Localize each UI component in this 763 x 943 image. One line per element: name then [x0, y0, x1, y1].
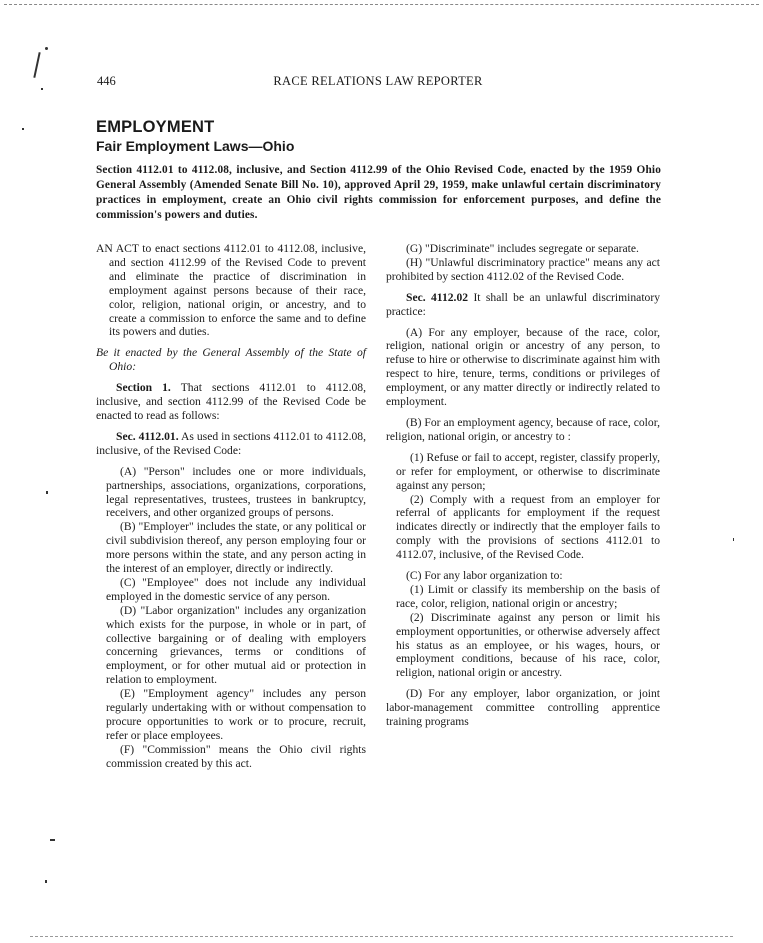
paragraph-c: (C) For any labor organization to: — [406, 569, 563, 583]
definition-h: (H) "Unlawful discriminatory practice" means any act prohibited by section 4112.02 of the Revised Code. — [386, 255, 660, 283]
section-1-text: That sections 4112.01 to 4112.08, inclusive, and section 4112.99 of the Revised Code be enacted to read as follows: — [96, 381, 366, 422]
paragraph-d: (D) For any employer, labor organization, or joint labor-management committee controlling apprentice training programs — [386, 687, 660, 729]
paragraph-a: (A) For any employer, because of the race, color, religion, national origin or ancestry of any person, to refuse to hire or otherwise to discriminate against him with respect to hire, tenure, terms, conditions or privileges of employment, or any matter directly or indirectly related to employment. — [386, 325, 660, 409]
section-1 — [96, 381, 366, 423]
act-title: AN ACT to enact sections 4112.01 to 4112.08, inclusive, and section 4112.99 of the Revised Code to prevent and eliminate the practice of discrimination in employment against persons because of their race, color, religion, national origin, or ancestry, and to create a commission to enforce the same and to define its powers and duties. — [96, 242, 366, 339]
paragraph-b-2: (2) Comply with a request from an employer for referral of applicants for employment if the request indicates directly or indirectly that the employer fails to comply with the provisions of sections 4112.01 to 4112.07, inclusive, of the Revised Code. — [396, 492, 660, 562]
scan-mark — [33, 52, 40, 78]
definition-g: (G) "Discriminate" includes segregate or separate. — [406, 242, 639, 255]
scan-mark — [22, 128, 24, 130]
topic-heading: EMPLOYMENT — [96, 118, 215, 136]
section-4112-01-label: Sec. 4112.01. — [116, 429, 179, 443]
section-4112-01 — [96, 430, 366, 458]
section-4112-02-label: Sec. 4112.02 — [406, 290, 469, 304]
article-heading — [96, 117, 661, 223]
definition-f: (F) "Commission" means the Ohio civil rights commission created by this act. — [106, 742, 366, 770]
section-4112-02 — [386, 291, 660, 319]
definition-a: (A) "Person" includes one or more individuals, partnerships, associations, organizations, corporations, legal representatives, trustees, trustees in bankruptcy, receivers, and other organized groups of persons. — [106, 464, 366, 520]
scan-mark — [45, 47, 48, 50]
right-column — [386, 242, 660, 736]
running-title: RACE RELATIONS LAW REPORTER — [273, 74, 483, 88]
paragraph-c-2: (2) Discriminate against any person or limit his employment opportunities, or otherwise adversely affect his status as an employee, or his wages, hours, or employment conditions, because of his race, color, religion, national origin or ancestry. — [396, 610, 660, 680]
scan-mark — [46, 491, 48, 494]
paragraph-c-1: (1) Limit or classify its membership on the basis of race, color, religion, national origin or ancestry; — [396, 582, 660, 610]
summary-paragraph: Section 4112.01 to 4112.08, inclusive, and Section 4112.99 of the Ohio Revised Code, enacted by the 1959 Ohio General Assembly (Amended Senate Bill No. 10), approved April 29, 1959, make unlawful certain discriminatory practices in employment, create an Ohio civil rights commission for enforcement purposes, and define the commission's powers and duties. — [96, 164, 661, 221]
scan-mark — [50, 839, 55, 841]
paragraph-b-1: (1) Refuse or fail to accept, register, classify properly, or refer for employment, or otherwise to discriminate against any person; — [396, 450, 660, 492]
page-number: 446 — [97, 74, 116, 88]
definition-b: (B) "Employer" includes the state, or any political or civil subdivision thereof, any person employing four or more persons within the state, and any person acting in the interest of an employer, directly or indirectly. — [106, 520, 366, 576]
scan-mark — [41, 88, 43, 90]
definition-e: (E) "Employment agency" includes any person regularly undertaking with or without compensation to procure opportunities to work or to procure, recruit, refer or place employees. — [106, 687, 366, 742]
section-4112-02-text: It shall be an unlawful discriminatory practice: — [386, 290, 660, 318]
scan-mark — [733, 538, 734, 541]
left-column — [96, 242, 366, 771]
subtopic-heading: Fair Employment Laws—Ohio — [96, 138, 295, 154]
paragraph-b: (B) For an employment agency, because of race, color, religion, national origin, or ancestry to : — [386, 415, 660, 443]
top-scan-edge — [4, 4, 759, 5]
definition-d: (D) "Labor organization" includes any organization which exists for the purpose, in whole or in part, of collective bargaining or of dealing with employers concerning grievances, terms or conditions of employment, or for other mutual aid or protection in relation to employment. — [106, 603, 366, 687]
enacting-clause: Be it enacted by the General Assembly of the State of Ohio: — [96, 346, 366, 374]
definition-c: (C) "Employee" does not include any individual employed in the domestic service of any person. — [106, 575, 366, 603]
scan-mark — [45, 880, 47, 883]
bottom-scan-edge — [30, 936, 733, 937]
section-4112-01-text: As used in sections 4112.01 to 4112.08, inclusive, of the Revised Code: — [96, 429, 366, 457]
section-1-label: Section 1. — [116, 381, 171, 395]
